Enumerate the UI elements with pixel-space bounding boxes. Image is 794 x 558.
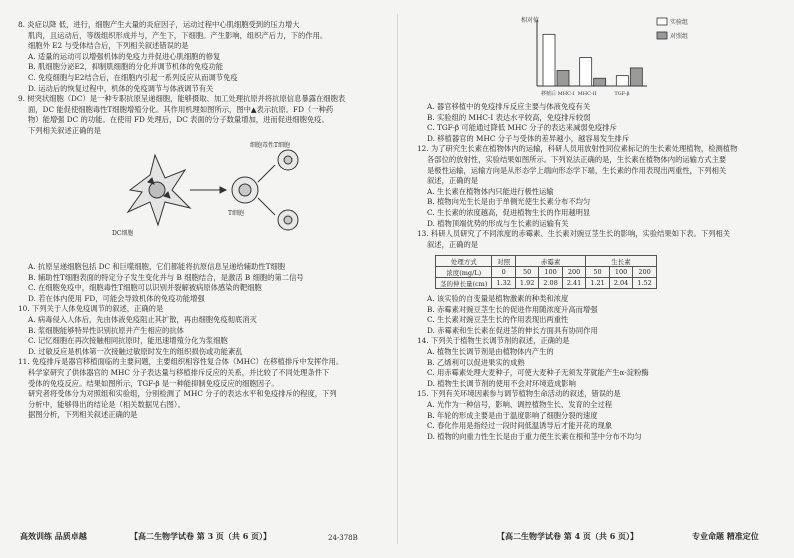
text-line: 叙述，正确的是 [427, 239, 479, 249]
table-cell: 50 [515, 267, 538, 278]
text-line: 各部位的放射性，实验结果如图所示。下列说法正确的是，生长素在植物体内的运输方式主要 [427, 154, 727, 164]
option-c: C. 免疫细胞与E2结合后，在细胞内引起一系列反应从而调节免疫 [28, 72, 238, 82]
footer-page-info: 【高二生物学试卷 第 4 页（共 6 页）】 [497, 531, 639, 541]
table-cell: 1.92 [515, 278, 538, 289]
dc-label: DC细胞 [112, 230, 134, 237]
question-stem: 15. 下列有关环境因素参与调节植物生命活动的叙述，错误的是 [417, 389, 621, 399]
text-line: 研究者将受体分为对照组和实验组，分别检测了 MHC 分子的表达水平和免疫排斥的程度，下列 [28, 389, 337, 399]
option-c: C. TGF-β 可能通过降低 MHC 分子的表达来减弱免疫排斥 [427, 123, 617, 133]
question-stem: 12. 为了研究生长素在植物体内的运输，科研人员用放射性同位素标记的生长素处理植物，检测植物 [417, 144, 738, 154]
arrow-line [258, 165, 275, 182]
x-tick-label: 移植后 MHC-I [541, 91, 575, 97]
text-line: 叙述，正确的是 [427, 176, 479, 186]
text-line: 受体的免疫反应。结果如图所示，TGF-β 是一种能抑制免疫反应的细胞因子。 [28, 378, 279, 388]
option-c: C. 在细胞免疫中，细胞毒性T细胞可以识别并裂解被病原体感染的靶细胞 [28, 283, 262, 293]
option-d: D. 赤霉素和生长素在促进茎的伸长方面具有协同作用 [427, 325, 598, 335]
table-cell: 赤霉素 [515, 256, 585, 267]
legend-swatch [657, 32, 667, 39]
t-cell-nucleus [239, 184, 251, 196]
option-a: A. 抗原呈递细胞包括 DC 和巨噬细胞，它们都能将抗原信息呈递给辅助性T细胞 [28, 262, 286, 271]
question-stem: 10. 下列关于人体免疫调节的叙述，正确的是 [18, 304, 164, 314]
x-tick-label: MHC-II [577, 91, 597, 97]
data-table [435, 255, 657, 289]
table-cell: 200 [633, 267, 656, 278]
text-line: 下列相关叙述正确的是 [28, 125, 101, 135]
option-a: A. 病毒侵入人体后，先由体液免疫阻止其扩散，再由细胞免疫彻底消灭 [28, 314, 257, 324]
text-line: 细胞外 E2 与受体结合后，下列相关叙述错误的是 [28, 41, 189, 51]
option-c: C. 生长素的浓度越高，促进植物生长的作用越明显 [427, 207, 591, 217]
right-page [397, 0, 794, 558]
bar-exp [580, 58, 592, 86]
option-b: B. 肌细胞分泌E2，抑制肌细胞的分化并调节机体的免疫功能 [28, 62, 224, 72]
option-b: B. 赤霉素对豌豆茎生长的促进作用随浓度升高而增强 [427, 304, 598, 314]
table-cell: 茎的伸长量(cm) [436, 278, 492, 289]
table-row [436, 278, 657, 289]
footer-page-info: 【高二生物学试卷 第 3 页（共 6 页）】 [130, 531, 272, 541]
option-c: C. 用赤霉素处理大麦种子，可使大麦种子无须发芽就能产生α-淀粉酶 [427, 368, 649, 378]
legend-label: 实验组 [670, 19, 689, 26]
table-cell: 2.04 [609, 278, 632, 289]
table-row [436, 256, 657, 267]
table-cell: 1.21 [586, 278, 609, 289]
table-cell: 2.41 [562, 278, 585, 289]
option-d: D. 移植器官的 MHC 分子与受体的差异越小，越容易发生排斥 [427, 133, 630, 143]
option-b: B. 浆细胞能够特异性识别抗原并产生相应的抗体 [28, 325, 184, 335]
arrow-head [220, 187, 226, 193]
table-row [436, 267, 657, 278]
bar-ctrl [630, 68, 642, 86]
option-a: A. 生长素在植物体内只能进行极性运输 [427, 186, 554, 196]
mhc-bar-chart [507, 8, 707, 103]
option-d: D. 植物的向重力性生长是由于重力使生长素在根和茎中分布不均匀 [427, 431, 642, 441]
right-text-a [417, 102, 779, 250]
legend-label: 对照组 [670, 33, 689, 40]
question-stem: 14. 下列关于植物生长调节剂的叙述，正确的是 [417, 336, 570, 346]
option-b: B. 实验组的 MHC-I 表达水平较高，免疫排斥较弱 [427, 112, 591, 122]
question-stem: 13. 科研人员研究了不同浓度的赤霉素、生长素对豌豆茎生长的影响，实验结果如下表。下列相关 [417, 229, 731, 239]
option-d: D. 运动后的恢复过程中，机体的免疫调节与体液调节有关 [28, 83, 214, 93]
t-cell-label: T细胞 [228, 210, 245, 217]
text-line: 科学家研究了供体器官的 MHC 分子表达量与移植排斥反应的关系，并比较了不同处理条件下 [28, 367, 330, 377]
option-d: D. 植物顶端优势的形成与生长素的运输有关 [427, 218, 569, 228]
dc-nucleus [149, 182, 165, 198]
y-axis-label: 相对值 [521, 17, 540, 24]
text-line: 是极性运输，运输方向是从形态学上端向形态学下端，生长素的作用表现出两重性，下列相关 [427, 165, 727, 175]
option-b: B. 植物向光生长是由于单侧光使生长素分布不均匀 [427, 197, 591, 207]
table-cell: 100 [609, 267, 632, 278]
option-c: C. 春化作用是指经过一段时间低温诱导后才能开花的现象 [427, 421, 613, 431]
table-cell: 1.32 [492, 278, 515, 289]
option-a: A. 光作为一种信号，影响、调控植物生长、发育的全过程 [427, 399, 613, 409]
table-cell: 50 [586, 267, 609, 278]
table-cell: 处理方式 [436, 256, 492, 267]
option-a: A. 该实验的自变量是植物激素的种类和浓度 [427, 294, 569, 303]
footer-slogan: 高效训练 品质卓越 [20, 531, 87, 541]
table-cell: 100 [539, 267, 562, 278]
option-a: A. 适量的运动可以增强机体的免疫力并促进心肌细胞的修复 [28, 51, 221, 61]
option-b: B. 年轮的形成主要是由于温度影响了细胞分裂的速度 [427, 410, 598, 420]
right-text-b [417, 294, 779, 442]
option-d: D. 过敏反应是机体第一次接触过敏原时发生的组织损伤或功能紊乱 [28, 346, 243, 356]
question-stem: 9. 树突状细胞（DC）是一种专职抗原呈递细胞，能够摄取、加工处理抗原并将抗原信息暴露在细胞表 [18, 94, 346, 104]
option-c: C. 生长素对豌豆茎生长的作用表现出两重性 [427, 315, 569, 325]
bar-exp [543, 34, 555, 86]
text-line: 据图分析，下列相关叙述正确的是 [28, 410, 138, 420]
table-cell: 浓度(mg/L) [436, 267, 492, 278]
option-a: A. 植物生长调节剂是由植物体内产生的 [427, 346, 554, 356]
bar-ctrl [594, 78, 606, 86]
footer-code: 24-378B [328, 534, 358, 542]
option-d: D. 植物生长调节剂的使用不会对环境造成影响 [427, 378, 576, 388]
option-b: B. 乙烯利可以促进果实的成熟 [427, 357, 525, 367]
option-d: D. 若在体内使用 FD，可能会导致机体的免疫功能增强 [28, 293, 205, 303]
immune-diagram [110, 140, 310, 240]
table-cell: 0 [492, 267, 515, 278]
question-stem: 11. 免疫排斥是器官移植面临的主要问题，主要组织相容性复合体（MHC）在移植排斥中发挥作用。 [18, 357, 344, 367]
bar-ctrl [557, 71, 569, 87]
arrow-line [258, 198, 275, 215]
table-cell: 生长素 [586, 256, 656, 267]
table-cell: 对照 [492, 256, 515, 267]
legend-swatch [657, 18, 667, 25]
text-line: 分析中，能够得出的结论是（相关数据见右图）。 [28, 399, 185, 409]
left-text-top [18, 20, 384, 137]
bar-chart-svg [507, 8, 707, 103]
option-c: C. 记忆细胞在再次接触相同抗原时，能迅速增殖分化为浆细胞 [28, 336, 228, 346]
table-cell: 2.08 [539, 278, 562, 289]
footer-slogan: 专业命题 精准定位 [692, 531, 759, 541]
text-line: 面，DC 能促使细胞毒性T细胞增殖分化。其作用机理如图所示，图中▲表示抗原。FD（一种药 [28, 104, 334, 114]
x-tick-label: TGF-β [614, 91, 630, 97]
option-a: A. 器官移植中的免疫排斥反应主要与体液免疫有关 [427, 102, 591, 111]
table-cell: 200 [562, 267, 585, 278]
bar-exp [616, 76, 628, 86]
table-cell: 1.52 [633, 278, 656, 289]
text-line: 物）能增强 DC 的功能。在使用 FD 处理后，DC 表面的分子数量增加，进而促进细胞免疫。 [28, 115, 329, 125]
tc-label: 细胞毒性T细胞 [250, 142, 291, 149]
option-b: B. 辅助性T细胞表面的特定分子发生变化并与 B 细胞结合，是激活 B 细胞的第二信号 [28, 272, 304, 282]
immune-figure [110, 140, 310, 240]
left-text-mid [18, 262, 384, 421]
text-line: 8. 炎症以降 低，进行，细胞产生大量的炎症因子，运动过程中心肌细胞受到的压力增大 [18, 20, 300, 29]
text-line: 肌肉，且运动后，等级组织形成并与，产生下，下细胞。产生影响，组织产后力，下的作用。 [28, 30, 328, 40]
